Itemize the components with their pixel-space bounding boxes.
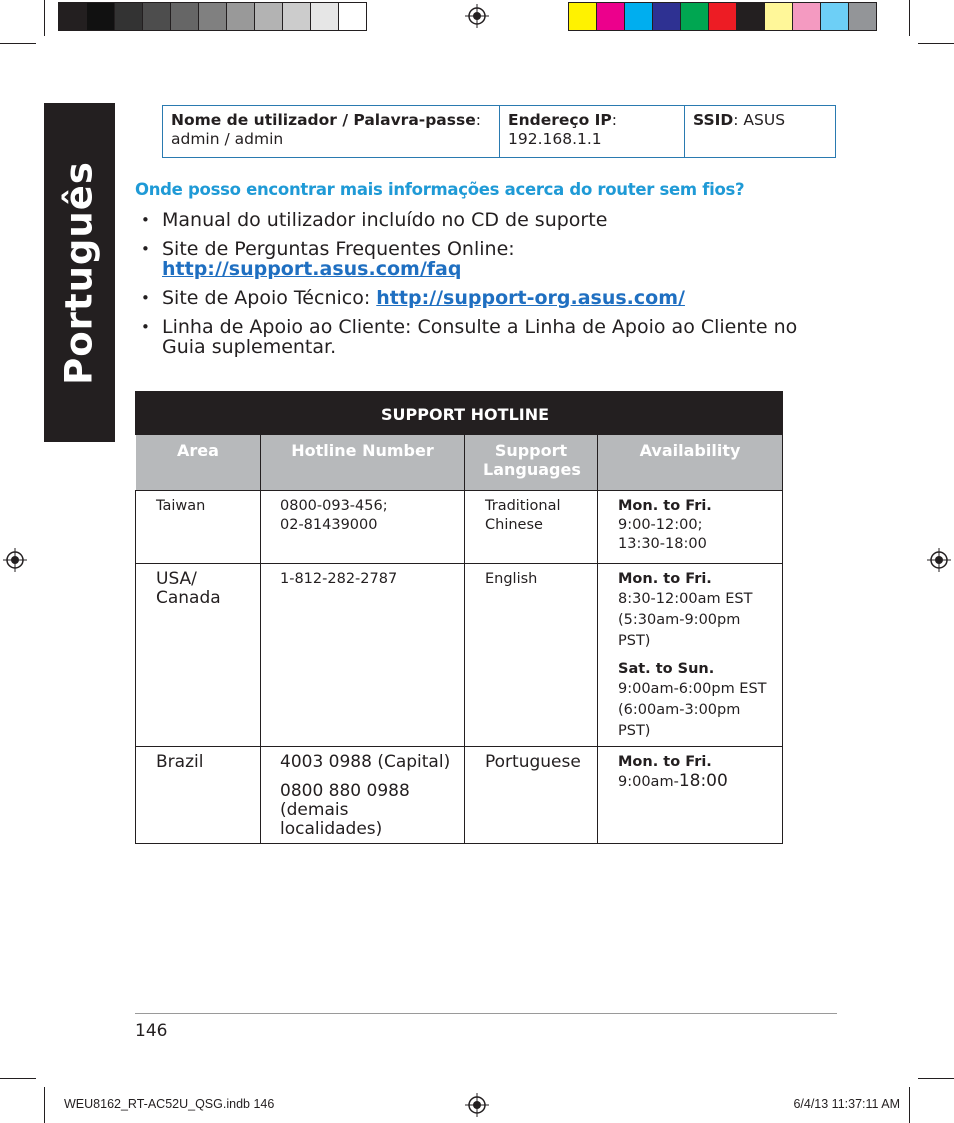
column-header-support-languages: Support Languages	[465, 435, 598, 491]
registration-mark-icon	[465, 1093, 489, 1117]
availability-days: Sat. to Sun.	[618, 661, 715, 677]
more-info-heading: Onde posso encontrar mais informações acerca do router sem fios?	[135, 180, 745, 199]
availability-days: Mon. to Fri.	[618, 498, 712, 514]
language-side-tab	[44, 103, 115, 442]
color-swatch	[226, 2, 255, 31]
color-swatch	[764, 2, 793, 31]
list-item	[135, 239, 815, 279]
color-swatch	[338, 2, 367, 31]
area-text: Brazil	[156, 752, 204, 772]
list-item-text: Site de Perguntas Frequentes Online:	[162, 238, 515, 260]
username-password-label: Nome de utilizador / Palavra-passe	[171, 111, 476, 129]
area-text: Taiwan	[156, 498, 206, 514]
table-row	[136, 747, 783, 844]
availability-cell	[598, 491, 783, 564]
color-swatch	[254, 2, 283, 31]
language-cell	[465, 564, 598, 747]
color-swatch	[792, 2, 821, 31]
availability-cell	[598, 747, 783, 844]
more-info-list	[135, 210, 815, 366]
username-password-value: admin / admin	[171, 130, 284, 148]
support-hotline-table	[135, 391, 783, 844]
list-item	[135, 288, 815, 308]
color-swatch	[114, 2, 143, 31]
column-header-availability: Availability	[598, 435, 783, 491]
print-slug-file: WEU8162_RT-AC52U_QSG.indb 146	[64, 1097, 275, 1111]
list-item-text: Linha de Apoio ao Cliente: Consulte a Linha de Apoio ao Cliente no Guia suplementar.	[162, 316, 798, 358]
registration-mark-icon	[465, 4, 489, 28]
area-cell	[136, 747, 261, 844]
crop-mark	[0, 1078, 36, 1079]
color-swatch	[282, 2, 311, 31]
language-text: Traditional Chinese	[485, 498, 561, 533]
language-cell	[465, 491, 598, 564]
language-text: Portuguese	[485, 752, 581, 772]
hotline-number: 4003 0988 (Capital)	[280, 752, 451, 772]
availability-days: Mon. to Fri.	[618, 754, 712, 770]
color-swatch	[310, 2, 339, 31]
page-number: 146	[135, 1021, 168, 1041]
crop-mark	[909, 0, 910, 36]
list-item	[135, 210, 815, 230]
ssid-value: ASUS	[743, 111, 786, 129]
default-credentials-table	[162, 105, 836, 158]
color-swatch	[652, 2, 681, 31]
color-swatch	[848, 2, 877, 31]
list-item	[135, 317, 815, 357]
area-cell	[136, 564, 261, 747]
number-cell	[261, 564, 465, 747]
availability-hours: 9:00am-6:00pm EST	[618, 681, 767, 697]
availability-hours: 9:00-12:00;	[618, 517, 703, 533]
credentials-cell: Nome de utilizador / Palavra-passe: admin / admin	[163, 106, 500, 158]
gray-color-bar	[58, 2, 366, 31]
availability-hours-start: 9:00am-	[618, 774, 679, 790]
registration-mark-icon	[927, 548, 951, 572]
color-swatch	[708, 2, 737, 31]
availability-hours: (6:00am-3:00pm PST)	[618, 702, 741, 739]
ssid-label: SSID	[693, 111, 734, 129]
support-link[interactable]: http://support-org.asus.com/	[376, 287, 685, 309]
color-swatch	[170, 2, 199, 31]
hotline-number: 02-81439000	[280, 517, 378, 533]
print-slug-date: 6/4/13 11:37:11 AM	[793, 1097, 900, 1111]
number-cell	[261, 491, 465, 564]
availability-cell	[598, 564, 783, 747]
table-row	[136, 564, 783, 747]
footer-divider	[135, 1013, 837, 1014]
color-swatch	[820, 2, 849, 31]
column-header-hotline-number: Hotline Number	[261, 435, 465, 491]
color-swatch	[142, 2, 171, 31]
language-cell	[465, 747, 598, 844]
language-tab-label: Português	[57, 161, 101, 385]
crop-mark	[44, 1087, 45, 1123]
registration-mark-icon	[3, 548, 27, 572]
ip-address-label: Endereço IP	[508, 111, 612, 129]
availability-days: Mon. to Fri.	[618, 571, 712, 587]
availability-hours: 13:30-18:00	[618, 536, 707, 552]
availability-hours: 8:30-12:00am EST	[618, 591, 753, 607]
faq-link[interactable]: http://support.asus.com/faq	[162, 258, 462, 280]
color-swatch	[736, 2, 765, 31]
crop-mark	[44, 0, 45, 36]
language-text: English	[485, 571, 538, 587]
area-text: USA/ Canada	[156, 569, 221, 608]
crop-mark	[918, 1078, 954, 1079]
ip-address-value: 192.168.1.1	[508, 130, 602, 148]
color-swatch	[624, 2, 653, 31]
color-swatch	[86, 2, 115, 31]
list-item-text: Manual do utilizador incluído no CD de suporte	[162, 209, 608, 231]
hotline-number: 0800-093-456;	[280, 498, 388, 514]
hotline-title: SUPPORT HOTLINE	[136, 392, 783, 435]
area-cell	[136, 491, 261, 564]
color-swatch	[596, 2, 625, 31]
ip-cell: Endereço IP: 192.168.1.1	[500, 106, 685, 158]
process-color-bar	[568, 2, 876, 31]
availability-hours	[618, 772, 774, 792]
hotline-number: 1-812-282-2787	[280, 571, 398, 587]
availability-hours: (5:30am-9:00pm PST)	[618, 612, 741, 649]
table-row	[136, 491, 783, 564]
availability-hours-end: 18:00	[678, 771, 728, 791]
column-header-area: Area	[136, 435, 261, 491]
color-swatch	[568, 2, 597, 31]
number-cell	[261, 747, 465, 844]
crop-mark	[909, 1087, 910, 1123]
crop-mark	[0, 43, 36, 44]
color-swatch	[58, 2, 87, 31]
crop-mark	[918, 43, 954, 44]
list-item-text: Site de Apoio Técnico:	[162, 287, 377, 309]
ssid-cell: SSID: ASUS	[685, 106, 836, 158]
color-swatch	[680, 2, 709, 31]
hotline-number: 0800 880 0988 (demais localidades)	[280, 781, 410, 839]
color-swatch	[198, 2, 227, 31]
